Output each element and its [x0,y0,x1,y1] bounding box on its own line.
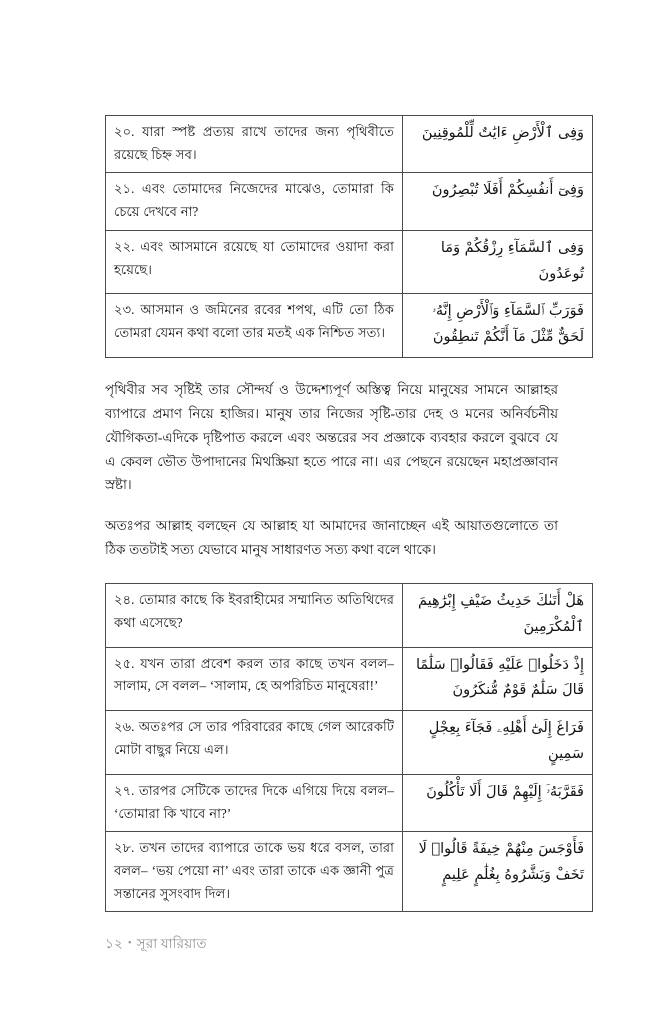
bangla-translation-cell: ২১. এবং তোমাদের নিজেদের মাঝেও, তোমারা কি চেয়ে দেখবে না? [106,173,403,230]
bangla-translation-cell: ২৮. তখন তাদের ব্যাপারে তাকে ভয় ধরে বসল, তারা বলল– ‘ভয় পেয়ো না’ এবং তারা তাকে এক জ্ঞানী পুত্র সন্তানের সুসংবাদ দিল। [106,832,403,912]
arabic-verse-cell: إِذْ دَخَلُوا۟ عَلَيْهِ فَقَالُوا۟ سَلَٰمًا قَالَ سَلَٰمٌ قَوْمٌ مُّنكَرُونَ [403,647,593,711]
bangla-translation-cell: ২০. যারা স্পষ্ট প্রত্যয় রাখে তাদের জন্য পৃথিবীতে রয়েছে চিহ্ন সব। [106,116,403,173]
commentary-block-first [105,378,558,497]
footer-separator-dot: • [127,938,132,949]
commentary-paragraph: পৃথিবীর সব সৃষ্টিই তার সৌন্দর্য ও উদ্দেশ্যপূর্ণ অস্তিত্ব নিয়ে মানুষের সামনে আল্লাহর ব্যাপারে প্রমাণ নিয়ে হাজির। মানুষ তার নিজের সৃষ্টি-তার দেহ ও মনের অনির্বচনীয় যৌগিকতা-এদিকে দৃষ্টিপাত করলে এবং অন্তরের সব প্রজ্ঞাকে ব্যবহার করলে বুঝবে যে এ কেবল ভৌত উপাদানের মিথস্ক্রিয়া হতে পারে না। এর পেছনে রয়েছেন মহাপ্রজ্ঞাবান স্রষ্টা। [105,382,558,493]
bangla-translation-cell: ২৭. তারপর সেটিকে তাদের দিকে এগিয়ে দিয়ে বলল– ‘তোমারা কি খাবে না?’ [106,774,403,831]
verse-table-second-wrapper [105,583,584,912]
arabic-verse-cell: وَفِى ٱلسَّمَآءِ رِزْقُكُمْ وَمَا تُوعَدُونَ [403,230,593,294]
arabic-verse-cell: وَفِى ٱلْأَرْضِ ءَايَٰتٌ لِّلْمُوقِنِينَ [403,116,593,173]
arabic-verse-cell: فَرَاغَ إِلَىٰٓ أَهْلِهِۦ فَجَآءَ بِعِجْلٍ سَمِينٍ [403,711,593,775]
table-row [106,173,593,230]
bangla-translation-cell: ২৬. অতঃপর সে তার পরিবারের কাছে গেল আরেকটি মোটা বাছুর নিয়ে এল। [106,711,403,775]
bangla-translation-cell: ২২. এবং আসমানে রয়েছে যা তোমাদের ওয়াদা করা হয়েছে। [106,230,403,294]
verse-table-second-body [106,584,593,912]
table-row [106,832,593,912]
table-row [106,294,593,358]
arabic-verse-cell: فَأَوْجَسَ مِنْهُمْ خِيفَةً قَالُوا۟ لَا تَخَفْ وَبَشَّرُوهُ بِغُلَٰمٍ عَلِيمٍ [403,832,593,912]
table-row [106,647,593,711]
bangla-translation-cell: ২৫. যখন তারা প্রবেশ করল তার কাছে তখন বলল– সালাম, সে বলল– ‘সালাম, হে অপরিচিত মানুষেরা!’ [106,647,403,711]
verse-table-first [105,115,593,358]
bangla-translation-cell: ২৪. তোমার কাছে কি ইবরাহীমের সম্মানিত অতিথিদের কথা এসেছে? [106,584,403,648]
table-row [106,584,593,648]
verse-table-second [105,583,593,912]
footer-page-number: ১২ [105,936,123,951]
table-row [106,230,593,294]
arabic-verse-cell: وَفِىٓ أَنفُسِكُمْ أَفَلَا تُبْصِرُونَ [403,173,593,230]
bangla-translation-cell: ২৩. আসমান ও জমিনের রবের শপথ, এটি তো ঠিক তোমরা যেমন কথা বলো তার মতই এক নিশ্চিত সত্য। [106,294,403,358]
table-row [106,774,593,831]
commentary-paragraph: অতঃপর আল্লাহ বলছেন যে আল্লাহ যা আমাদের জানাচ্ছেন এই আয়াতগুলোতে তা ঠিক ততটাই সত্য যেভাবে মানুষ সাধারণত সত্য কথা বলে থাকে। [105,518,558,558]
commentary-block-second [105,514,558,562]
arabic-verse-cell: فَوَرَبِّ ٱلسَّمَآءِ وَٱلْأَرْضِ إِنَّهُۥ لَحَقٌّ مِّثْلَ مَآ أَنَّكُمْ تَنطِقُونَ [403,294,593,358]
arabic-verse-cell: فَقَرَّبَهُۥٓ إِلَيْهِمْ قَالَ أَلَا تَأْكُلُونَ [403,774,593,831]
table-row [106,116,593,173]
footer-surah-name: সূরা যারিয়াত [136,936,207,951]
arabic-verse-cell: هَلْ أَتَىٰكَ حَدِيثُ ضَيْفِ إِبْرَٰهِيمَ ٱلْمُكْرَمِينَ [403,584,593,648]
page-footer [105,933,207,956]
table-row [106,711,593,775]
verse-table-first-body [106,116,593,358]
page-content [105,115,584,912]
